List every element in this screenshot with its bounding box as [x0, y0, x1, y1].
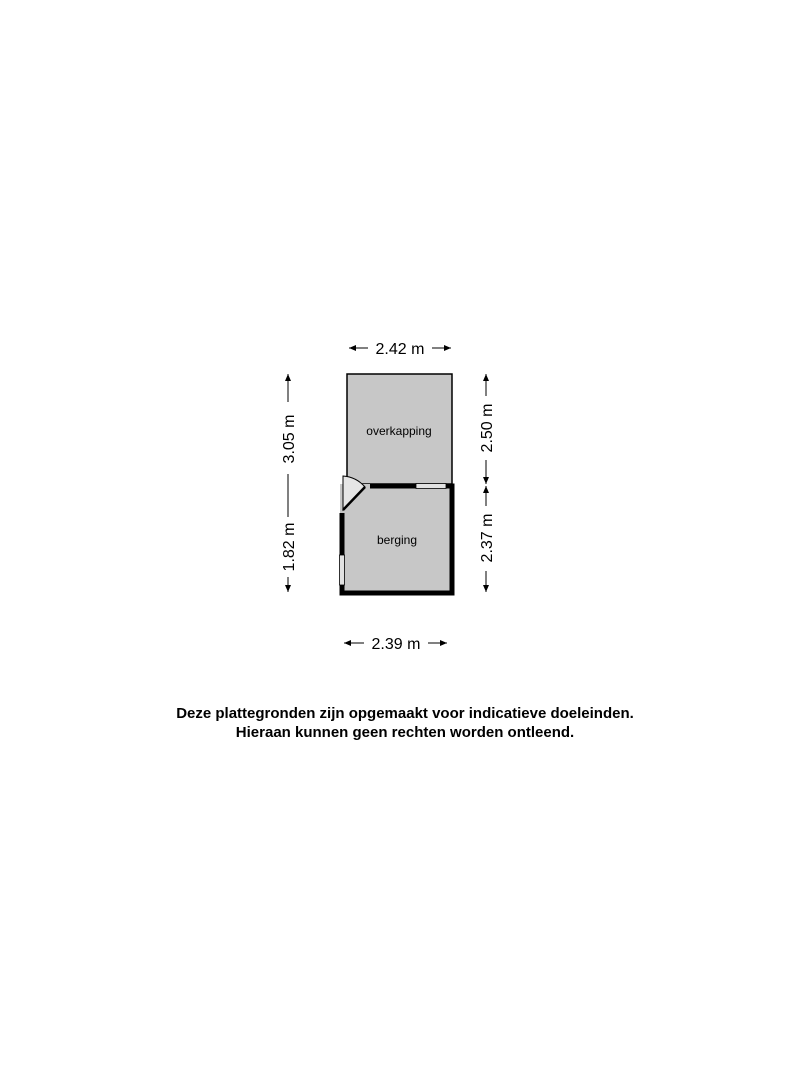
dimension-right-upper [479, 374, 496, 484]
dimension-left-lower [281, 503, 298, 592]
dimension-bottom [344, 636, 447, 653]
dimension-left-upper-label: 3.05 m [281, 414, 298, 464]
dimension-left-upper [281, 374, 298, 510]
dimension-right-upper-label: 2.50 m [479, 403, 496, 453]
dimension-top-label: 2.42 m [375, 341, 425, 358]
room-label-overkapping: overkapping [366, 424, 432, 438]
window-top [416, 484, 446, 489]
window-left [340, 555, 345, 585]
disclaimer-line-2: Hieraan kunnen geen rechten worden ontleend. [235, 724, 575, 741]
disclaimer [0, 704, 810, 742]
dimension-bottom-label: 2.39 m [371, 636, 421, 653]
dimension-top [349, 341, 451, 358]
disclaimer-line-1: Deze plattegronden zijn opgemaakt voor indicatieve doeleinden. [176, 705, 634, 722]
dimension-right-lower-label: 2.37 m [479, 513, 496, 563]
dimension-right-lower [479, 486, 496, 592]
dimension-left-lower-label: 1.82 m [281, 522, 298, 572]
room-label-berging: berging [376, 533, 418, 547]
